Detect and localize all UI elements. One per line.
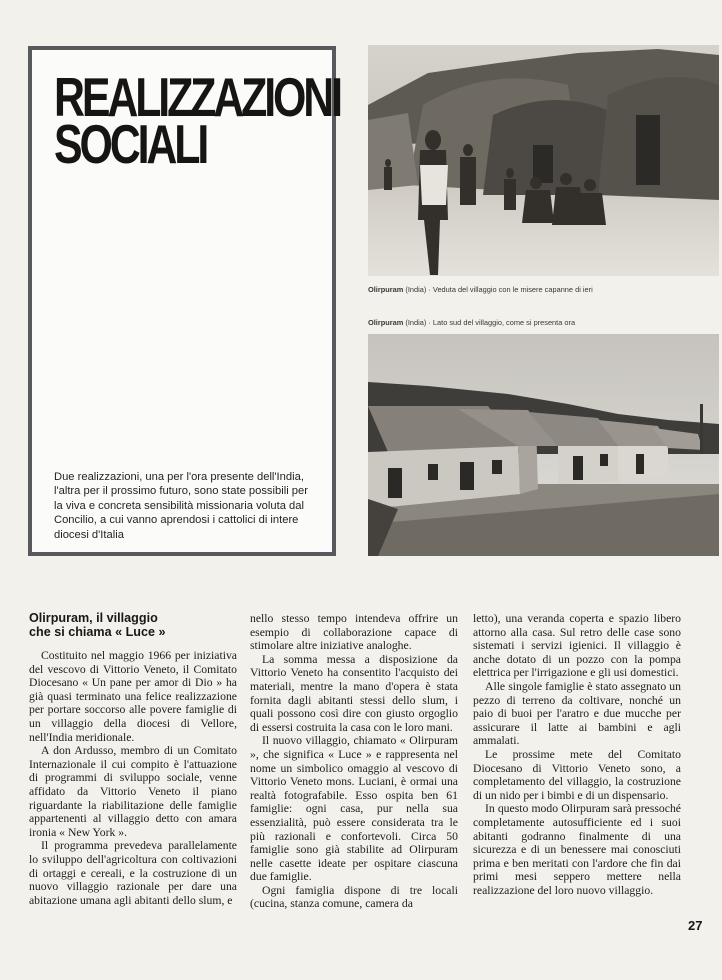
- caption-2-text: · Lato sud del villaggio, come si presenta ora: [428, 318, 576, 327]
- village-huts-image: [368, 45, 719, 276]
- paragraph: Le prossime mete del Comitato Diocesano di Vittorio Veneto sono, a completamento del villaggio, la costruzione di un nido per i bimbi e di un dispensario.: [473, 747, 681, 802]
- photo-village-huts: [368, 45, 719, 276]
- caption-1-region: (India): [405, 285, 427, 294]
- article-column-3: [473, 612, 681, 897]
- caption-2-region: (India): [405, 318, 427, 327]
- headline-line-1: REALIZZAZIONI: [54, 66, 340, 128]
- photo-caption-2: [368, 318, 720, 327]
- article-title-line-1: Olirpuram, il villaggio: [29, 611, 158, 625]
- feature-intro: Due realizzazioni, una per l'ora presente dell'India, l'altra per il prossimo futuro, sono state possibili per la viva e concreta sensibilità missionaria voluta dal Concilio, a cui vanno aprendosi i cattolici di intere diocesi d'Italia: [54, 471, 308, 541]
- caption-2-place: Olirpuram: [368, 318, 404, 327]
- paragraph: Ogni famiglia dispone di tre locali (cucina, stanza comune, camera da: [250, 883, 458, 911]
- feature-box: [28, 46, 340, 556]
- page-number: 27: [688, 918, 703, 933]
- new-village-image: [368, 334, 719, 556]
- article-column-2: [250, 612, 458, 911]
- feature-headline: [54, 66, 340, 175]
- caption-1-text: · Veduta del villaggio con le misere capanne di ieri: [428, 285, 593, 294]
- caption-1-place: Olirpuram: [368, 285, 404, 294]
- paragraph: Il programma prevedeva parallelamente lo sviluppo dell'agricoltura con coltivazioni di ortaggi e cereali, e la costruzione di un nuovo villaggio razionale per dare una abitazione umana agli abitanti dello slum, e: [29, 839, 237, 907]
- paragraph: La somma messa a disposizione da Vittorio Veneto ha consentito l'acquisto dei materiali, mentre la mano d'opera è stata fornita dagli abitanti stessi dello slum, i quali possono così dire con giusto orgoglio di essersi costruita la casa con le loro mani.: [250, 652, 458, 734]
- paragraph: Alle singole famiglie è stato assegnato un pezzo di terreno da coltivare, nonché un paio di buoi per l'aratro e due mucche per assicurare il latte ai bambini e agli ammalati.: [473, 679, 681, 748]
- article-column-1: [29, 611, 237, 907]
- article-title-line-2: che si chiama « Luce »: [29, 625, 166, 639]
- photo-new-village: [368, 334, 719, 556]
- paragraph: In questo modo Olirpuram sarà pressoché completamente autosufficiente ed i suoi abitanti godranno finalmente di una sicurezza e di un benessere mai conosciuti prima e ben meritati con l'ardore che fin dai primi mesi seppero mettere nella realizzazione del loro nuovo villaggio.: [473, 802, 681, 897]
- photo-caption-1: [368, 285, 720, 294]
- paragraph: nello stesso tempo intendeva offrire un esempio di collaborazione capace di stimolare altre iniziative analoghe.: [250, 612, 458, 653]
- article-title: [29, 611, 237, 639]
- paragraph: Costituito nel maggio 1966 per iniziativa del vescovo di Vittorio Veneto, il Comitato Diocesano « Un pane per amor di Dio » ha già quasi terminato una felice realizzazione per portare soccorso alle povere famiglie di un villaggio della diocesi di Vellore, nell'India meridionale.: [29, 649, 237, 744]
- paragraph: A don Ardusso, membro di un Comitato Internazionale il cui compito è l'attuazione di programmi di sviluppo sociale, venne affidato da Vittorio Veneto il piano riguardante la riabilitazione delle famiglie appartenenti al villaggio detto con amara ironia « New York ».: [29, 744, 237, 839]
- paragraph: Il nuovo villaggio, chiamato « Olirpuram », che significa « Luce » e rappresenta nel nome un simbolico omaggio al vescovo di Vittorio Veneto mons. Luciani, è ormai una realtà fotografabile. Esso ospita ben 61 famiglie: ogni casa, pur nella sua essenzialità, può essere considerata tra le più razionali e confortevoli. Circa 50 famiglie sono già stabilite ad Olirpuram nelle casette ideate per ospitare ciascuna due famiglie.: [250, 734, 458, 884]
- headline-line-2: SOCIALI: [54, 113, 207, 175]
- paragraph: letto), una veranda coperta e spazio libero attorno alla casa. Sul retro delle case sono sistemati i servizi igienici. Il villaggio è anche dotato di un pozzo con la pompa elettrica per l'irrigazione e gli usi domestici.: [473, 612, 681, 680]
